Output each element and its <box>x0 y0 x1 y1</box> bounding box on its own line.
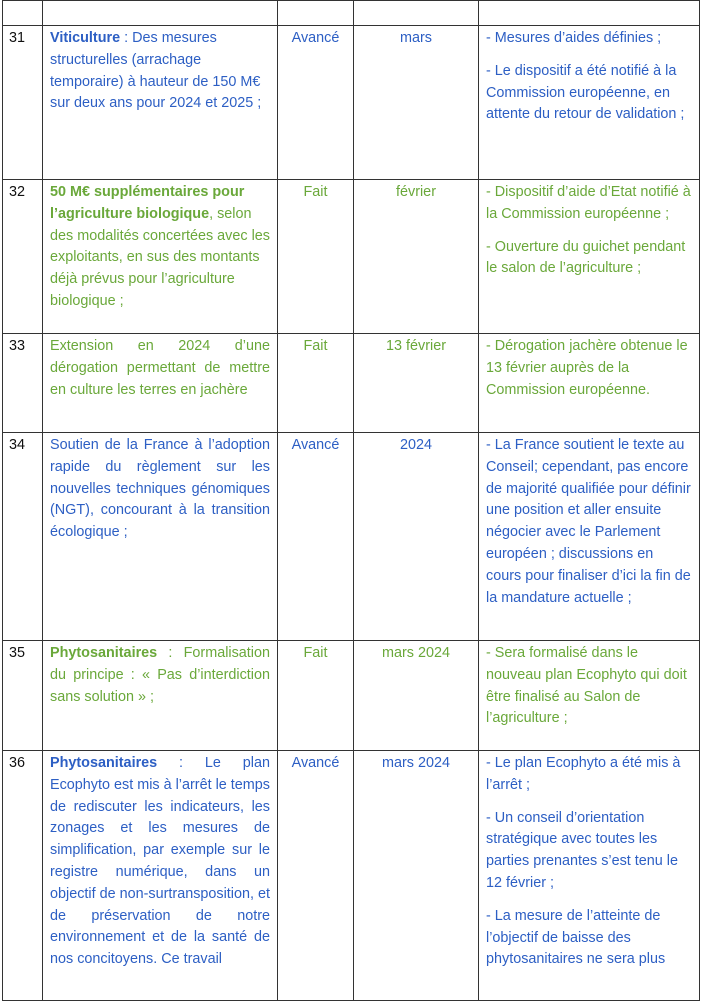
measure-number: 33 <box>3 334 43 433</box>
measure-description <box>43 751 278 1001</box>
table-row <box>3 641 700 751</box>
notes-cell <box>479 26 700 180</box>
measure-title: Phytosanitaires <box>50 645 158 661</box>
measure-number: 32 <box>3 180 43 334</box>
date-cell: mars 2024 <box>354 641 479 751</box>
note-item: - Le plan Ecophyto a été mis à l’arrêt ; <box>486 755 681 793</box>
measure-number: 34 <box>3 433 43 641</box>
date-cell: mars <box>354 26 479 180</box>
table-row <box>3 433 700 641</box>
measures-table <box>2 0 700 1001</box>
measure-text: , selon des modalités concertées avec les exploitants, en sus des montants déjà prévus pour l’agriculture biologique ; <box>50 205 270 309</box>
note-item: - Mesures d’aides définies ; <box>486 30 662 46</box>
note-item: - La mesure de l’atteinte de l’objectif de baisse des phytosanitaires ne sera plus <box>486 907 666 968</box>
header-cell <box>3 1 43 26</box>
measure-number: 31 <box>3 26 43 180</box>
status-cell: Avancé <box>278 751 354 1001</box>
note-item: - Un conseil d’orientation stratégique avec toutes les parties prenantes s’est tenu le 12 février ; <box>486 809 678 891</box>
measure-title: 50 M€ supplémentaires pour l’agriculture biologique <box>50 184 245 222</box>
header-cell <box>354 1 479 26</box>
measure-text: Extension en 2024 d’une dérogation permettant de mettre en culture les terres en jachère <box>50 338 270 398</box>
measure-title: Phytosanitaires <box>50 755 158 771</box>
date-cell: février <box>354 180 479 334</box>
notes-cell <box>479 641 700 751</box>
notes-cell <box>479 180 700 334</box>
measure-text: : Des mesures structurelles (arrachage temporaire) à hauteur de 150 M€ sur deux ans pour 2024 et 2025 ; <box>50 30 262 112</box>
status-cell: Fait <box>278 180 354 334</box>
status-cell: Fait <box>278 334 354 433</box>
note-item: - Dérogation jachère obtenue le 13 février auprès de la Commission européenne. <box>486 338 688 398</box>
notes-cell <box>479 334 700 433</box>
note-item: - Le dispositif a été notifié à la Commission européenne, en attente du retour de validation ; <box>486 62 685 123</box>
status-cell: Fait <box>278 641 354 751</box>
status-cell: Avancé <box>278 26 354 180</box>
notes-cell <box>479 751 700 1001</box>
measure-description <box>43 334 278 433</box>
date-cell: 2024 <box>354 433 479 641</box>
header-cell <box>43 1 278 26</box>
measure-text: Soutien de la France à l’adoption rapide du règlement sur les nouvelles techniques génomiques (NGT), concourant à la transition écologique ; <box>50 437 270 541</box>
notes-cell <box>479 433 700 641</box>
note-item: - Sera formalisé dans le nouveau plan Ecophyto qui doit être finalisé au Salon de l’agriculture ; <box>486 645 687 727</box>
date-cell: mars 2024 <box>354 751 479 1001</box>
note-item: - Dispositif d’aide d’Etat notifié à la Commission européenne ; <box>486 184 691 222</box>
header-cell <box>479 1 700 26</box>
table-row <box>3 26 700 180</box>
status-cell: Avancé <box>278 433 354 641</box>
measure-description <box>43 180 278 334</box>
measure-number: 35 <box>3 641 43 751</box>
measure-number: 36 <box>3 751 43 1001</box>
header-row <box>3 1 700 26</box>
measure-title: Viticulture <box>50 30 121 46</box>
table-row <box>3 334 700 433</box>
table-row <box>3 180 700 334</box>
measure-text: : Le plan Ecophyto est mis à l’arrêt le temps de rediscuter les indicateurs, les zonages et les mesures de simplification, par exemple sur le registre numérique, dans un objectif de non-surtransposition, et de préservation de notre environnement et de la santé de nos concitoyens. Ce travail <box>50 755 270 968</box>
note-item: - La France soutient le texte au Conseil; cependant, pas encore de majorité qualifiée pour définir une position et aller ensuite négocier avec le Parlement européen ; discussions en cours pour finaliser d’ici la fin de la mandature actuelle ; <box>486 437 691 606</box>
measure-description <box>43 641 278 751</box>
header-cell <box>278 1 354 26</box>
table-row <box>3 751 700 1001</box>
measure-text: : Formalisation du principe : « Pas d’interdiction sans solution » ; <box>50 645 270 705</box>
measure-description <box>43 433 278 641</box>
note-item: - Ouverture du guichet pendant le salon de l’agriculture ; <box>486 238 686 277</box>
date-cell: 13 février <box>354 334 479 433</box>
measure-description <box>43 26 278 180</box>
